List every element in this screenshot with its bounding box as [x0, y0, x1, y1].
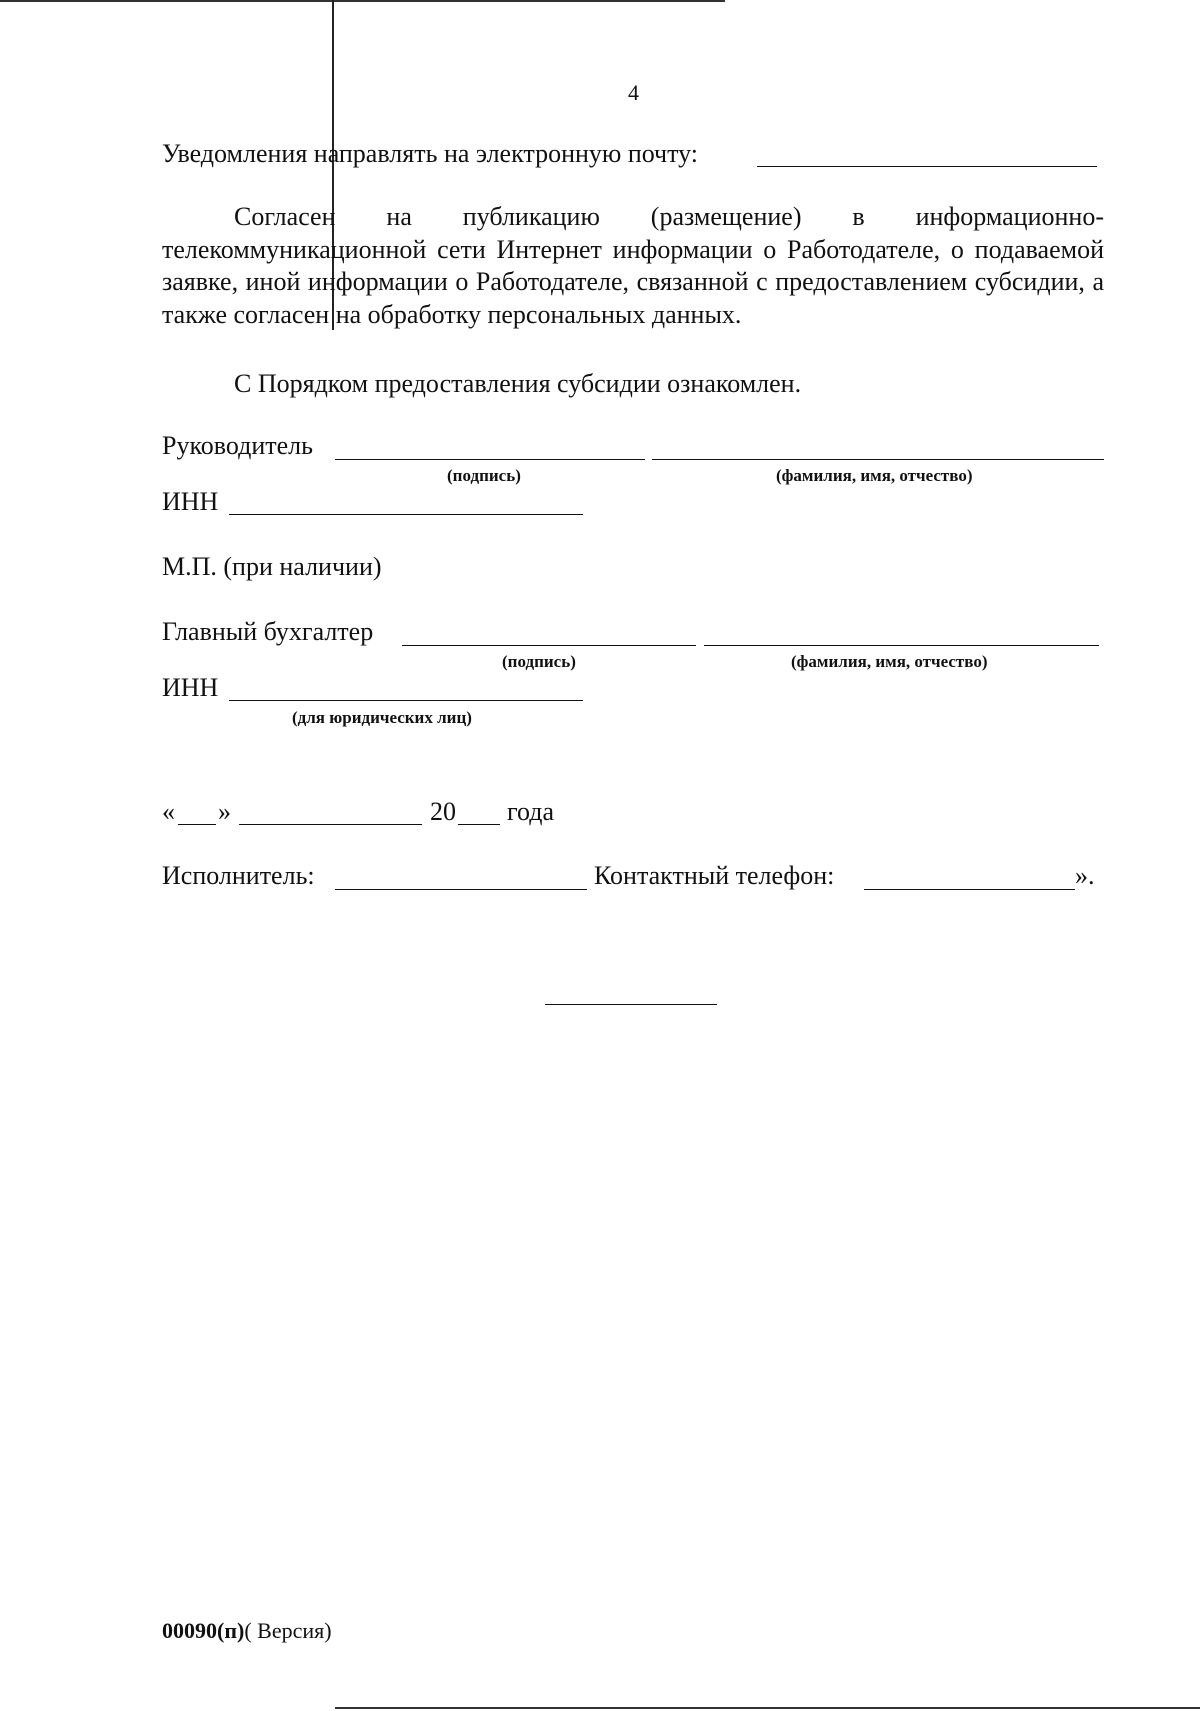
head-label: Руководитель: [162, 431, 313, 460]
page-number: 4: [628, 80, 639, 105]
head-signature-line[interactable]: [335, 459, 645, 460]
date-year-prefix: 20: [430, 797, 456, 826]
closing-quote: ».: [1075, 861, 1095, 890]
accountant-signature-line[interactable]: [402, 645, 696, 646]
head-inn-line[interactable]: [229, 514, 583, 515]
accountant-fio-line[interactable]: [704, 645, 1099, 646]
phone-label: Контактный телефон:: [594, 861, 835, 890]
date-day-line[interactable]: [178, 824, 216, 825]
accountant-inn-line[interactable]: [229, 700, 583, 701]
date-month-line[interactable]: [239, 824, 422, 825]
head-sign-caption: (подпись): [447, 466, 521, 485]
phone-line[interactable]: [864, 889, 1075, 890]
email-field-line[interactable]: [757, 166, 1097, 167]
head-fio-line[interactable]: [652, 459, 1104, 460]
stamp-text: М.П. (при наличии): [162, 552, 382, 581]
procedure-paragraph: С Порядком предоставления субсидии ознакомлен.: [234, 369, 802, 398]
executor-label: Исполнитель:: [162, 861, 315, 890]
footer-version: ( Версия): [244, 1618, 332, 1643]
footer-code: [162, 1617, 332, 1645]
date-year-line[interactable]: [458, 824, 500, 825]
head-inn-label: ИНН: [162, 487, 219, 516]
date-year-suffix: года: [507, 797, 555, 826]
notify-label: Уведомления направлять на электронную почту:: [162, 139, 699, 168]
accountant-inn-label: ИНН: [162, 673, 219, 702]
accountant-inn-caption: (для юридических лиц): [292, 708, 472, 727]
accountant-sign-caption: (подпись): [502, 652, 576, 671]
consent-paragraph: Согласен на публикацию (размещение) в информационно-телекоммуникационной сети Интернет информации о Работодателе, о подаваемой заявке, иной информации о Работодателе, связанной с предоставлением субсидии, а также согласен на обработку персональных данных.: [162, 202, 1104, 329]
date-quote-close: »: [218, 797, 231, 826]
accountant-label: Главный бухгалтер: [162, 617, 374, 646]
separator-line: [545, 1004, 717, 1005]
scan-top-line: [0, 0, 725, 2]
head-fio-caption: (фамилия, имя, отчество): [776, 466, 973, 485]
executor-line[interactable]: [335, 889, 587, 890]
date-quote-open: «: [162, 797, 175, 826]
scan-bottom-line: [335, 1707, 1200, 1709]
accountant-fio-caption: (фамилия, имя, отчество): [791, 652, 988, 671]
footer-code-number: 00090(п): [162, 1618, 245, 1643]
